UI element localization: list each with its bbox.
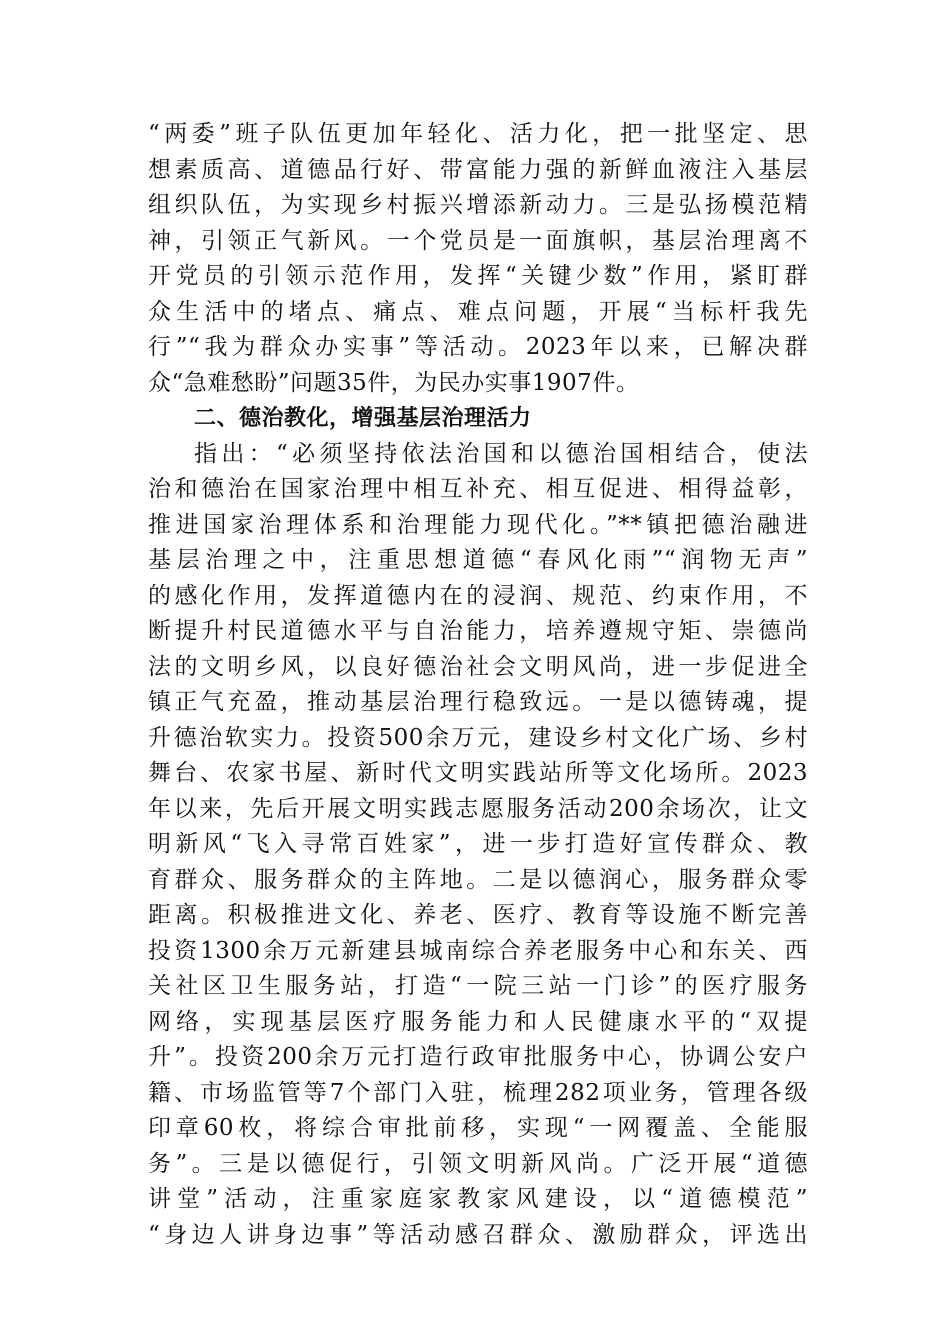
body-line: 距离。积极推进文化、养老、医疗、教育等设施不断完善 [148,902,808,928]
body-line: “两委”班子队伍更加年轻化、活力化，把一批坚定、思 [148,121,808,147]
body-line: 讲堂”活动，注重家庭家教家风建设，以“道德模范” [148,1186,808,1212]
body-line: 开党员的引领示范作用，发挥“关键少数”作用，紧盯群 [148,263,808,289]
body-line: 明新风“飞入寻常百姓家”，进一步打造好宣传群众、教 [148,831,808,857]
body-line: 组织队伍，为实现乡村振兴增添新动力。三是弘扬模范精 [148,192,808,218]
body-line: 印章60枚，将综合审批前移，实现“一网覆盖、全能服 [148,1115,808,1141]
body-line: 想素质高、道德品行好、带富能力强的新鲜血液注入基层 [148,156,808,183]
body-line: 升德治软实力。投资500余万元，建设乡村文化广场、乡村 [148,724,808,751]
body-line: 法的文明乡风，以良好德治社会文明风尚，进一步促进全 [148,653,808,680]
body-line: 基层治理之中，注重思想道德“春风化雨”“润物无声” [148,547,808,573]
section-heading: 二、德治教化，增强基层治理活力 [194,406,532,431]
body-line: 年以来，先后开展文明实践志愿服务活动200余场次，让文 [148,795,808,822]
body-line: 投资1300余万元新建县城南综合养老服务中心和东关、西 [148,937,808,964]
body-line: 的感化作用，发挥道德内在的浸润、规范、约束作用，不 [148,582,808,609]
body-line: 治和德治在国家治理中相互补充、相互促进、相得益彰， [148,476,808,502]
body-line: 务”。三是以德促行，引领文明新风尚。广泛开展“道德 [148,1150,808,1177]
body-line: “身边人讲身边事”等活动感召群众、激励群众，评选出 [148,1221,808,1248]
document-body [148,117,808,1253]
body-line: 籍、市场监管等7个部门入驻，梳理282项业务，管理各级 [148,1079,808,1106]
body-line: 网络，实现基层医疗服务能力和人民健康水平的“双提 [148,1008,808,1035]
body-line: 镇正气充盈，推动基层治理行稳致远。一是以德铸魂，提 [148,689,808,715]
body-line: 关社区卫生服务站，打造“一院三站一门诊”的医疗服务 [148,973,808,999]
body-line: 神，引领正气新风。一个党员是一面旗帜，基层治理离不 [148,227,808,254]
body-line: 断提升村民道德水平与自治能力，培养遵规守矩、崇德尚 [148,618,808,644]
body-line: 升”。投资200余万元打造行政审批服务中心，协调公安户 [148,1044,808,1070]
body-line: 行”“我为群众办实事”等活动。2023年以来，已解决群 [148,334,808,360]
body-line: 推进国家治理体系和治理能力现代化。”**镇把德治融进 [148,511,808,538]
body-line: 指出：“必须坚持依法治国和以德治国相结合，使法 [194,440,808,467]
body-line: 众“急难愁盼”问题35件，为民办实事1907件。 [148,369,640,396]
body-line: 育群众、服务群众的主阵地。二是以德润心，服务群众零 [148,866,808,893]
body-line: 众生活中的堵点、痛点、难点问题，开展“当标杆我先 [148,298,808,325]
body-line: 舞台、农家书屋、新时代文明实践站所等文化场所。2023 [148,760,808,786]
